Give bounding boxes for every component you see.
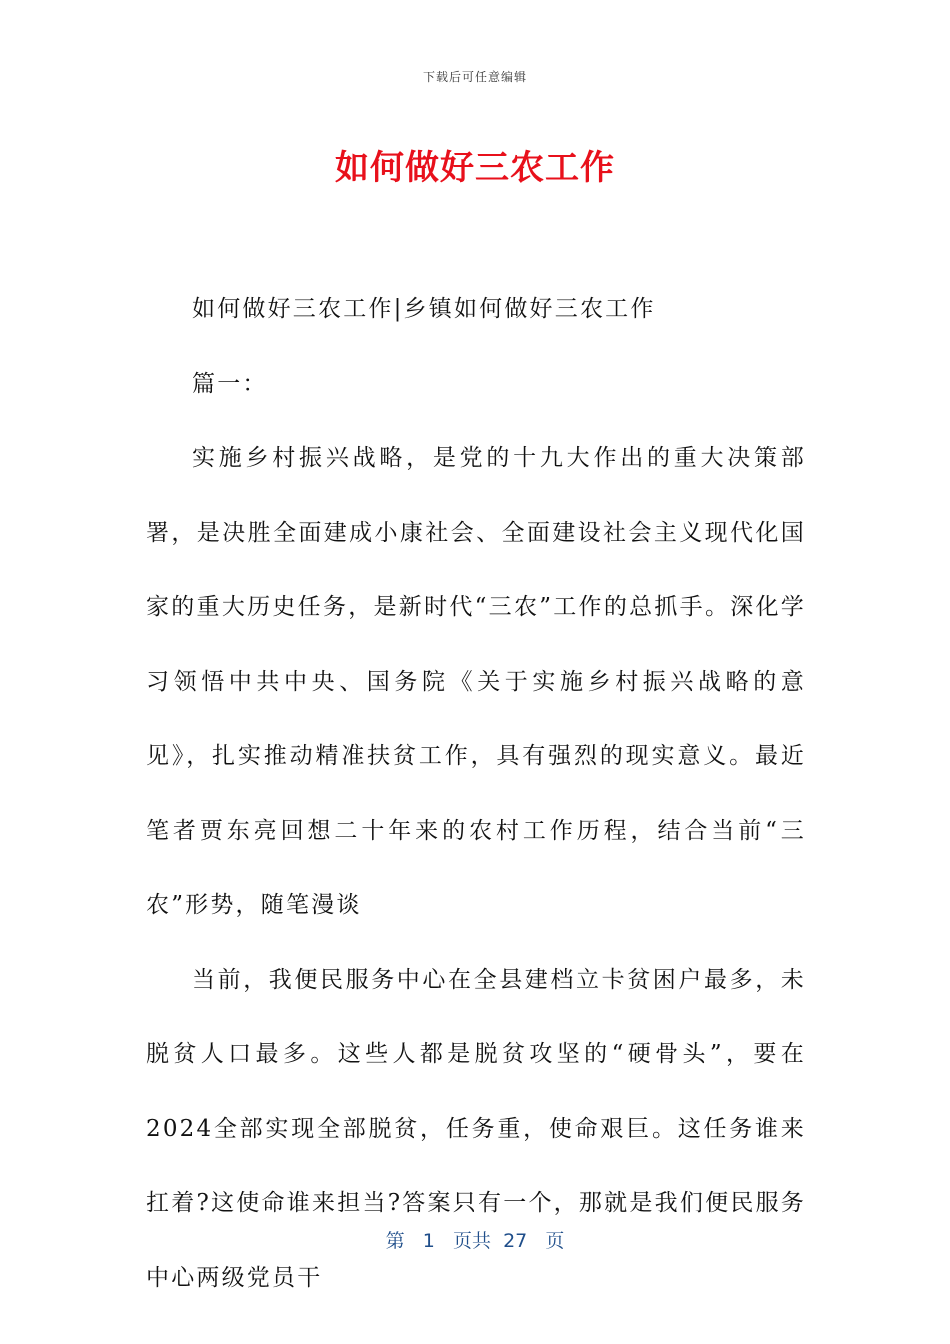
footer-total-pages: 27 — [503, 1230, 528, 1252]
subtitle-paragraph: 如何做好三农工作|乡镇如何做好三农工作 — [192, 296, 656, 322]
footer-prefix: 第 — [385, 1230, 405, 1252]
body-paragraph-2: 当前，我便民服务中心在全县建档立卡贫困户最多，未脱贫人口最多。这些人都是脱贫攻坚的“硬骨头”，要在2024全部实现全部脱贫，任务重，使命艰巨。这任务谁来扛着?这使命谁来担当?答案只有一个，那就是我们便民服务中心两级党员干 — [146, 966, 806, 1291]
footer-suffix: 页 — [545, 1230, 565, 1252]
page-footer — [0, 1226, 950, 1253]
footer-middle: 页共 — [452, 1230, 491, 1252]
footer-current-page: 1 — [422, 1230, 435, 1252]
document-body — [146, 272, 806, 1315]
document-title: 如何做好三农工作 — [335, 148, 615, 188]
section-heading: 篇一： — [192, 370, 268, 397]
body-paragraph-1: 实施乡村振兴战略，是党的十九大作出的重大决策部署，是决胜全面建成小康社会、全面建设社会主义现代化国家的重大历史任务，是新时代“三农”工作的总抓手。深化学习领悟中共中央、国务院《关于实施乡村振兴战略的意见》，扎实推动精准扶贫工作，具有强烈的现实意义。最近笔者贾东亮回想二十年来的农村工作历程，结合当前“三农”形势，随笔漫谈 — [146, 445, 806, 918]
header-note: 下载后可任意编辑 — [422, 70, 527, 84]
